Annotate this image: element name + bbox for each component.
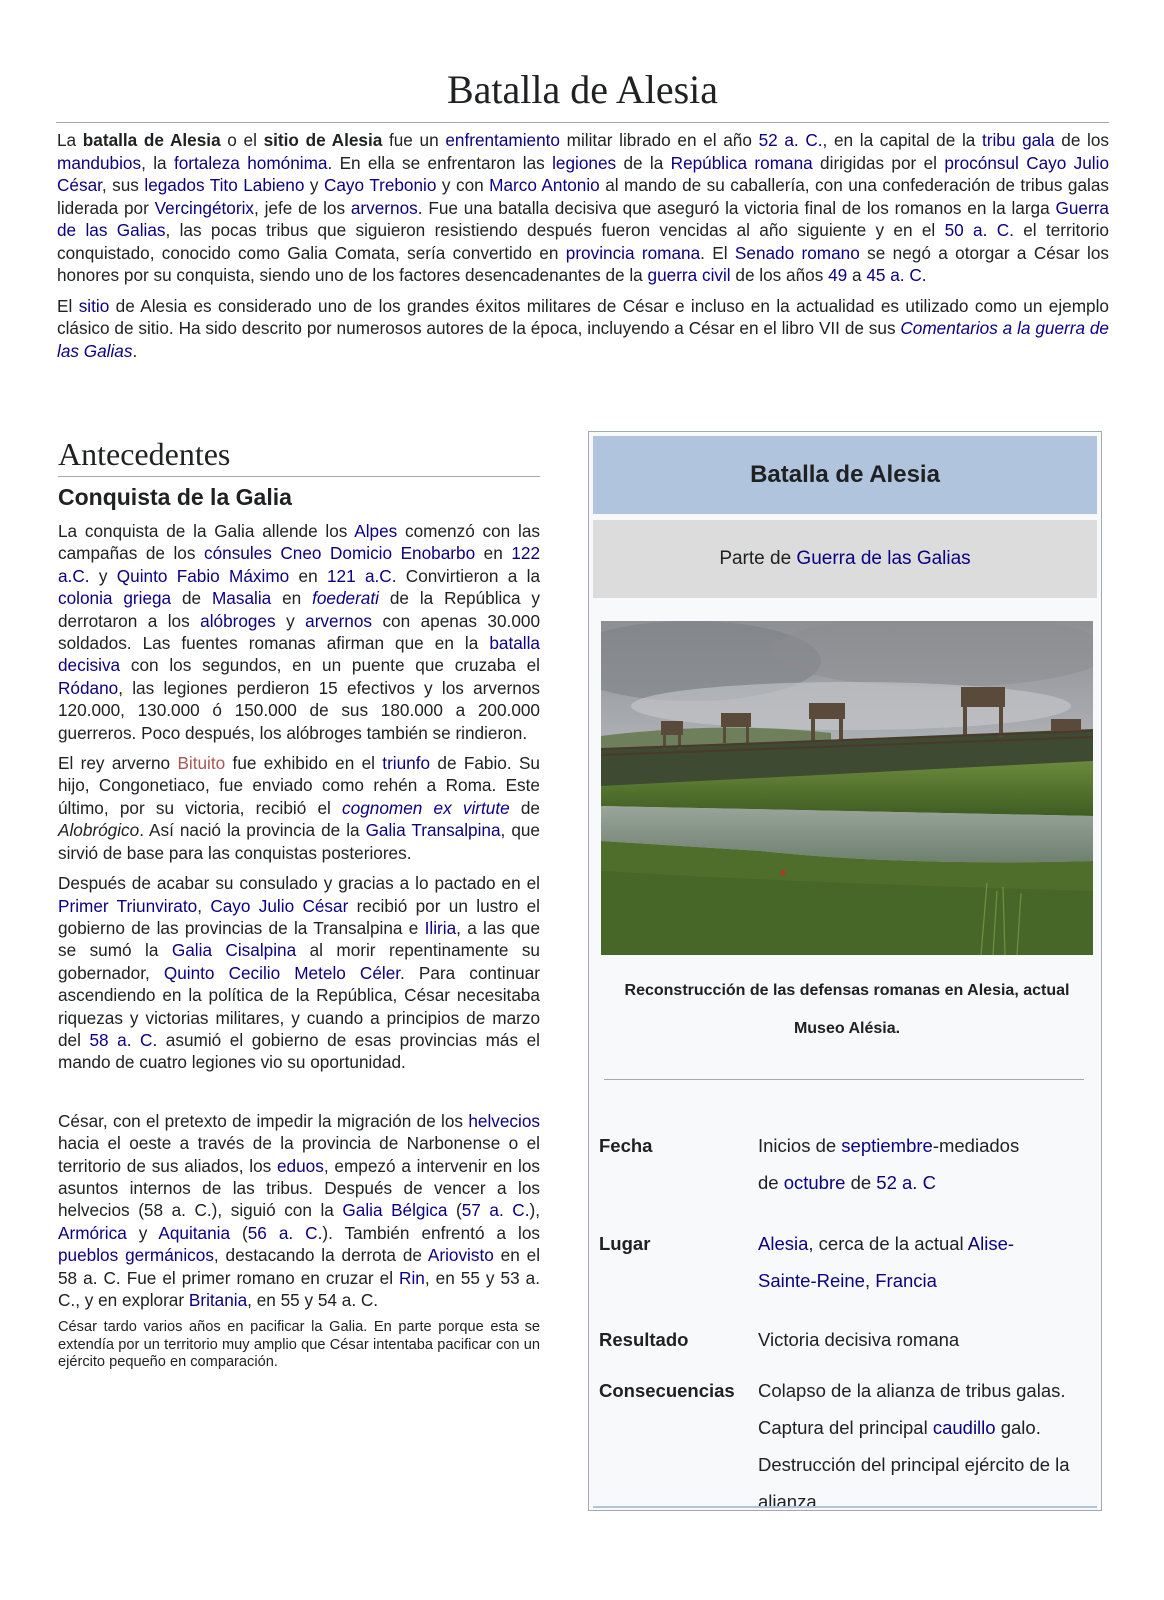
text-run: de (845, 1172, 877, 1193)
intro-paragraph-1 (57, 129, 1109, 287)
text-link[interactable]: eduos (277, 1155, 324, 1176)
infobox-part-of-text (719, 548, 970, 570)
infobox-value-line (758, 1321, 1099, 1358)
text-link[interactable]: Primer Triunvirato (58, 895, 198, 916)
text-run: El rey arverno (58, 753, 178, 774)
text-link[interactable]: Masalia (211, 588, 272, 609)
text-link[interactable]: Cayo Julio César (210, 895, 349, 916)
text-run: y (304, 175, 324, 195)
text-run: , en 55 y 54 a. C. (247, 1290, 379, 1310)
infobox-row-fecha (599, 1127, 1099, 1201)
text-run: ( (447, 1200, 462, 1221)
infobox-value-line (758, 1127, 1099, 1164)
text-run: y (275, 610, 306, 631)
text-run: en (289, 565, 327, 586)
body-paragraph-4 (58, 1110, 540, 1312)
text-link[interactable]: alóbroges (200, 610, 276, 631)
intro (57, 129, 1109, 370)
body-paragraph-2 (58, 752, 540, 864)
text-link[interactable]: tribu gala (981, 130, 1055, 150)
infobox-data (599, 1127, 1099, 1520)
text-run: o el (220, 130, 264, 150)
body-paragraph-5 (58, 1319, 540, 1372)
text-link[interactable]: helvecios (468, 1110, 540, 1131)
infobox-value (758, 1321, 1099, 1358)
text-link[interactable]: Senado romano (734, 242, 860, 263)
infobox-label: Consecuencias (599, 1380, 735, 1401)
infobox-value-line (758, 1164, 1099, 1201)
text-run: de Fabio. Su hijo, Congonetiaco, fue enviado como rehén a Roma. Este último, por su victoria, recibió el (58, 753, 540, 818)
text-run: Alobrógico (58, 820, 140, 841)
text-link[interactable]: 56 a. C. (247, 1222, 323, 1243)
text-link[interactable]: 121 a.C. (326, 565, 397, 586)
text-run: , en 55 y 53 a. C., y en explorar (58, 1267, 540, 1310)
subsection-heading: Conquista de la Galia (58, 484, 292, 510)
text-run: de (509, 797, 540, 818)
text-run: ). También enfrentó a los (322, 1222, 540, 1243)
text-run: comenzó con las campañas de los (58, 521, 540, 564)
text-link[interactable]: 45 a. C. (866, 265, 927, 285)
text-run: , (864, 1270, 876, 1291)
text-run: , en la capital de la (822, 130, 982, 150)
text-link[interactable]: caudillo (932, 1417, 996, 1438)
infobox-value-line (758, 1225, 1099, 1262)
text-run: . El (700, 242, 735, 263)
text-run: a (847, 265, 867, 285)
text-run: . Para continuar ascendiendo en la política de la República, César necesitaba riquezas y victorias militares, y cuando a principios de marzo del (58, 962, 540, 1050)
text-link[interactable]: Armórica (58, 1222, 127, 1243)
page-title: Batalla de Alesia (56, 64, 1109, 123)
text-run: César, con el pretexto de impedir la migración de los (58, 1110, 469, 1131)
text-run: Colapso de la alianza de tribus galas. (758, 1380, 1066, 1401)
text-link[interactable]: Galia Transalpina (365, 820, 501, 841)
section-body (58, 520, 540, 1380)
text-link[interactable]: enfrentamiento (445, 130, 560, 150)
text-link[interactable]: República romana (670, 152, 813, 173)
text-link[interactable]: fortaleza homónima (173, 152, 328, 173)
text-link[interactable]: mandubios (57, 152, 142, 173)
text-link[interactable]: Marco Antonio (489, 175, 600, 195)
text-run: , a las que se sumó la (58, 917, 540, 961)
text-run: dirigidas por el (812, 152, 945, 173)
text-run: en (475, 543, 512, 564)
text-run: de (171, 588, 212, 609)
text-run: -mediados (932, 1135, 1020, 1156)
text-run: de los (1054, 130, 1110, 150)
text-run: recibió por un lustro el gobierno de las provincias de la Transalpina e (58, 895, 540, 938)
text-link[interactable]: legiones (552, 152, 617, 173)
text-link[interactable]: octubre (783, 1172, 846, 1193)
text-run: alianza. (758, 1491, 822, 1512)
text-run: Victoria decisiva romana (758, 1329, 960, 1350)
text-run: con apenas 30.000 soldados. Las fuentes romanas afirman que en la (58, 610, 541, 654)
text-run: al mando de su caballería, con una confederación de tribus galas liderada por (57, 175, 1109, 218)
text-link[interactable]: Aquitania (158, 1222, 231, 1243)
infobox-value-line (758, 1409, 1099, 1446)
bold-text: batalla de Alesia (82, 130, 221, 150)
text-link[interactable]: 57 a. C. (461, 1200, 530, 1221)
text-link[interactable]: batalla decisiva (58, 633, 540, 676)
text-run: asumió el gobierno de esas provincias más el mando de cuatro legiones vio su oportunidad. (58, 1029, 540, 1073)
text-link[interactable]: Guerra de las Galias (57, 197, 1109, 240)
text-link[interactable]: Galia Bélgica (342, 1200, 448, 1221)
infobox-part-of (593, 520, 1097, 598)
text-link[interactable]: guerra civil (647, 265, 731, 285)
text-run: , la (141, 152, 174, 173)
infobox-value-line (758, 1262, 1099, 1299)
text-run: Después de acabar su consulado y gracias a lo pactado en el (58, 873, 540, 894)
text-link[interactable]: 52 a. C. (758, 130, 823, 150)
body-paragraph-3 (58, 872, 540, 1074)
text-link[interactable]: Alesia (758, 1233, 809, 1254)
text-run: , destacando la derrota de (213, 1245, 428, 1266)
text-link[interactable]: arvernos (350, 197, 418, 218)
infobox-value-line (758, 1483, 1099, 1520)
text-run: al morir repentinamente su gobernador, (58, 940, 540, 983)
text-link[interactable]: septiembre (841, 1135, 933, 1156)
text-link[interactable]: Sainte-Reine (758, 1270, 865, 1291)
text-run: y (126, 1222, 159, 1243)
text-link[interactable]: Ródano (58, 677, 119, 698)
infobox-label: Fecha (599, 1135, 653, 1156)
infobox-row-lugar (599, 1225, 1099, 1299)
text-run: en (271, 588, 313, 609)
missing-article-link[interactable]: Bituito (177, 753, 226, 774)
text-link[interactable]: 122 a.C. (58, 543, 541, 586)
infobox-caption: Reconstrucción de las defensas romanas en Alesia, actual Museo Alésia. (624, 982, 1070, 1037)
text-link[interactable]: Guerra de las Galias (796, 548, 971, 569)
body-paragraph-1 (58, 520, 540, 744)
infobox-title: Batalla de Alesia (593, 436, 1097, 514)
text-run: , empezó a intervenir en los asuntos internos de las tribus. Después de vencer a los helvecios (58 a. C.), siguió con la (58, 1155, 540, 1221)
text-link[interactable]: Cneo Domicio Enobarbo (280, 543, 476, 564)
text-link[interactable]: provincia romana (565, 242, 701, 263)
text-run: César tardo varios años en pacificar la Galia. En parte porque esta se extendía por un territorio muy amplio que César intentaba pacificar con un ejército pequeño en comparación. (58, 1319, 540, 1371)
text-run: galo. (995, 1417, 1041, 1438)
infobox-label: Lugar (599, 1233, 651, 1254)
infobox-label: Resultado (599, 1329, 689, 1350)
text-link[interactable]: Ariovisto (427, 1245, 494, 1266)
text-run: . En ella se enfrentaron las (327, 152, 553, 173)
text-run: y (89, 565, 117, 586)
infobox-row-resultado (599, 1321, 1099, 1358)
text-run: , que sirvió de base para las conquistas posteriores. (58, 820, 540, 863)
infobox-divider (604, 1079, 1084, 1080)
text-run: , sus (101, 175, 145, 195)
text-run: ( (230, 1222, 248, 1243)
text-link[interactable]: triunfo (382, 753, 431, 774)
text-link[interactable]: Francia (875, 1270, 937, 1291)
text-link[interactable]: legados Tito Labieno (144, 175, 305, 195)
text-link[interactable]: foederati (312, 588, 379, 609)
text-link[interactable]: cónsules (203, 543, 272, 564)
text-run: fue un (382, 130, 446, 150)
text-link[interactable]: Quinto Fabio Máximo (116, 565, 290, 586)
text-run: La conquista de la Galia allende los (58, 521, 355, 541)
text-run: . Fue una batalla decisiva que aseguró la victoria final de los romanos en la larga (417, 197, 1056, 218)
text-run: en el 58 a. C. Fue el primer romano en cruzar el (58, 1245, 541, 1288)
text-link[interactable]: Britania (188, 1290, 248, 1310)
infobox-bottom-border (593, 1506, 1097, 1508)
text-link[interactable]: arvernos (305, 610, 373, 631)
text-run: fue exhibido en el (225, 753, 383, 774)
text-link[interactable]: Comentarios a la guerra de las Galias (57, 318, 1109, 361)
text-run: Captura del principal (758, 1417, 933, 1438)
text-run: , (197, 895, 211, 916)
roman-fortifications-photo (601, 621, 1093, 955)
text-link[interactable]: sitio (78, 295, 110, 316)
intro-paragraph-2 (57, 295, 1109, 363)
text-link[interactable]: cognomen ex virtute (342, 797, 510, 818)
text-run: hacia el oeste a través de la provincia de Narbonense o el territorio de sus aliados, los (58, 1133, 540, 1176)
text-run: de la República y derrotaron a los (58, 588, 540, 631)
text-run: , jefe de los (254, 197, 351, 218)
text-link[interactable]: Vercingétorix (154, 197, 254, 218)
text-link[interactable]: Galia Cisalpina (171, 940, 297, 961)
text-link[interactable]: colonia griega (58, 588, 172, 609)
text-run: , cerca de la actual (808, 1233, 968, 1254)
text-run: el territorio conquistado, conocido como Galia Comata, sería convertido en (57, 220, 1109, 263)
text-run: , las legiones perdieron 15 efectivos y los arvernos 120.000, 130.000 ó 150.000 de sus 180.000 a 200.000 guerreros. Poco después, los alóbroges también se rindieron. (58, 677, 540, 743)
text-run: Destrucción del principal ejército de la (758, 1454, 1070, 1475)
text-run: militar librado en el año (559, 130, 759, 150)
text-link[interactable]: Cayo Trebonio (323, 175, 437, 195)
text-run: con los segundos, en un puente que cruzaba el (120, 655, 540, 676)
infobox-value (758, 1127, 1099, 1201)
text-run: , las pocas tribus que siguieron resistiendo después fueron vencidas al año siguiente y en el (165, 220, 945, 240)
infobox-value (758, 1225, 1099, 1299)
infobox-photo[interactable] (601, 621, 1093, 955)
section-heading: Antecedentes (58, 434, 540, 477)
bold-text: sitio de Alesia (263, 130, 383, 150)
text-run: Parte de (719, 548, 797, 569)
text-run: y con (436, 175, 490, 195)
text-run: de (758, 1172, 784, 1193)
text-link[interactable]: Alpes (354, 521, 398, 541)
text-link[interactable]: 49 (828, 265, 848, 285)
text-run: La (57, 130, 83, 150)
infobox (588, 431, 1102, 1511)
text-run: de la (616, 152, 671, 173)
text-run: ), (529, 1200, 540, 1221)
text-run: . (132, 340, 138, 361)
text-link[interactable]: Quinto Cecilio Metelo Céler (163, 962, 401, 983)
infobox-row-consecuencias (599, 1372, 1099, 1520)
text-run: se negó a otorgar a César los honores por su conquista, siendo uno de los factores desencadenantes de la (57, 242, 1109, 285)
text-link[interactable]: 52 a. C (876, 1172, 936, 1193)
text-run: de Alesia es considerado uno de los grandes éxitos militares de César e incluso en la actualidad es utilizado como un ejemplo clásico de sitio. Ha sido descrito por numerosos autores de la época, incluyendo a César en el libro VII de sus (57, 295, 1109, 338)
infobox-value (758, 1372, 1099, 1520)
text-link[interactable]: Alise- (967, 1233, 1015, 1254)
infobox-value-line (758, 1446, 1099, 1483)
text-link[interactable]: 50 a. C. (944, 220, 1014, 240)
text-run: Inicios de (758, 1135, 842, 1156)
text-link[interactable]: 58 a. C. (89, 1029, 158, 1050)
text-run: Convirtieron a la (396, 565, 541, 586)
text-link[interactable]: Iliria (424, 917, 457, 938)
text-link[interactable]: procónsul Cayo Julio César (57, 152, 1110, 195)
text-link[interactable]: Rin (399, 1267, 425, 1288)
text-run: El (57, 295, 79, 316)
text-run: . Así nació la provincia de la (139, 820, 366, 841)
text-run: de los años (730, 265, 829, 285)
infobox-value-line (758, 1372, 1099, 1409)
text-link[interactable]: pueblos germánicos (58, 1245, 214, 1266)
